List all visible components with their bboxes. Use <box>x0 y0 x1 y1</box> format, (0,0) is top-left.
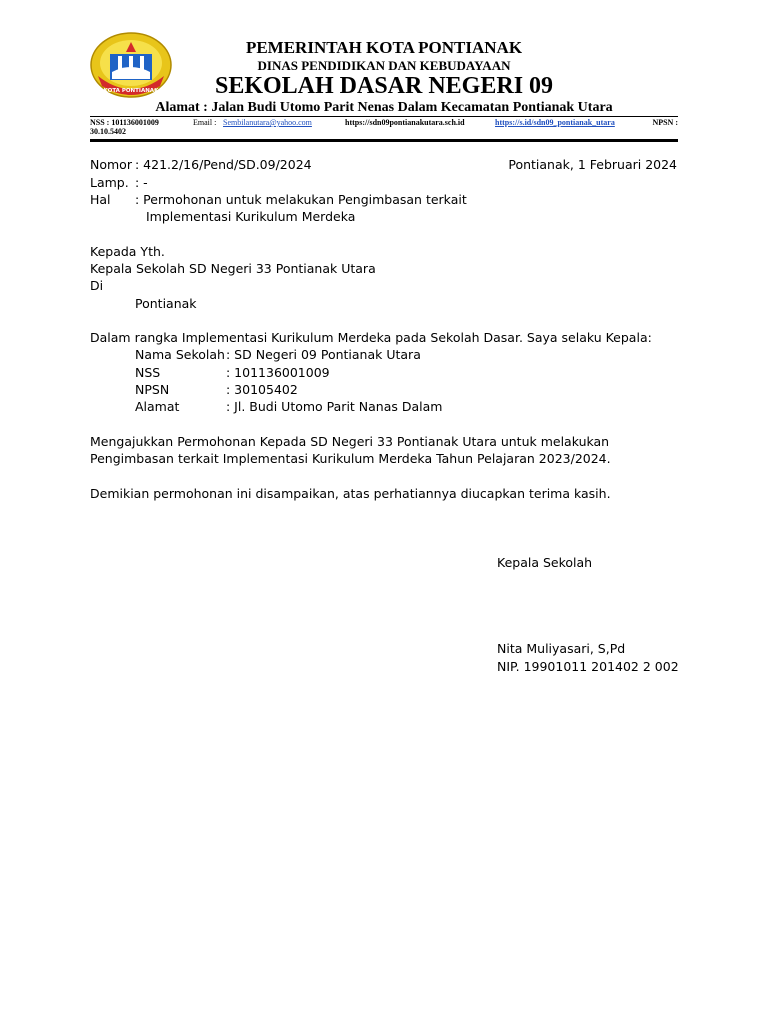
website-text: https://sdn09pontianakutara.sch.id <box>345 118 465 127</box>
nss-text: NSS : 101136001009 <box>90 118 159 127</box>
recipient-at: Di <box>90 278 104 293</box>
field-value: : Jl. Budi Utomo Parit Nanas Dalam <box>226 399 443 414</box>
nomor-value: : 421.2/16/Pend/SD.09/2024 <box>135 157 312 172</box>
signature-nip: NIP. 19901011 201402 2 002 <box>497 659 679 674</box>
recipient-greeting: Kepada Yth. <box>90 244 165 259</box>
short-link[interactable]: https://s.id/sdn09_pontianak_utara <box>495 118 615 127</box>
lamp-value: : - <box>135 175 148 190</box>
request-paragraph-line2: Pengimbasan terkait Implementasi Kurikulum Merdeka Tahun Pelajaran 2023/2024. <box>90 451 611 466</box>
government-name: PEMERINTAH KOTA PONTIANAK <box>245 38 523 57</box>
lamp-label: Lamp. <box>90 175 129 190</box>
email-link[interactable]: Sembilanutara@yahoo.com <box>223 118 312 127</box>
place-date: Pontianak, 1 Februari 2024 <box>508 157 677 172</box>
npsn-label: NPSN : <box>652 118 678 127</box>
npsn-value: 30.10.5402 <box>90 127 126 136</box>
school-name: SEKOLAH DASAR NEGERI 09 <box>214 73 554 99</box>
svg-text:KOTA PONTIANAK: KOTA PONTIANAK <box>103 88 159 94</box>
field-label: NSS <box>135 365 161 380</box>
signature-title: Kepala Sekolah <box>497 555 593 570</box>
hal-label: Hal <box>90 192 111 207</box>
department-name: DINAS PENDIDIKAN DAN KEBUDAYAAN <box>257 58 511 73</box>
field-value: : SD Negeri 09 Pontianak Utara <box>226 347 421 362</box>
school-address: Alamat : Jalan Budi Utomo Parit Nenas Dalam Kecamatan Pontianak Utara <box>155 100 613 115</box>
field-label: NPSN <box>135 382 170 397</box>
field-value: : 30105402 <box>226 382 298 397</box>
request-paragraph-line1: Mengajukkan Permohonan Kepada SD Negeri 33 Pontianak Utara untuk melakukan <box>90 434 610 449</box>
field-label: Alamat <box>135 399 180 414</box>
email-label: Email : <box>193 118 217 127</box>
closing-paragraph: Demikian permohonan ini disampaikan, atas perhatiannya diucapkan terima kasih. <box>90 486 611 501</box>
signature-name: Nita Muliyasari, S,Pd <box>497 641 626 656</box>
intro-paragraph: Dalam rangka Implementasi Kurikulum Merdeka pada Sekolah Dasar. Saya selaku Kepala: <box>90 330 652 345</box>
hal-value-continued: Implementasi Kurikulum Merdeka <box>146 209 356 224</box>
field-value: : 101136001009 <box>226 365 330 380</box>
field-label: Nama Sekolah <box>135 347 225 362</box>
recipient-city: Pontianak <box>135 296 197 311</box>
nomor-label: Nomor <box>90 157 132 172</box>
recipient-name: Kepala Sekolah SD Negeri 33 Pontianak Utara <box>90 261 376 276</box>
hal-value: : Permohonan untuk melakukan Pengimbasan terkait <box>135 192 467 207</box>
